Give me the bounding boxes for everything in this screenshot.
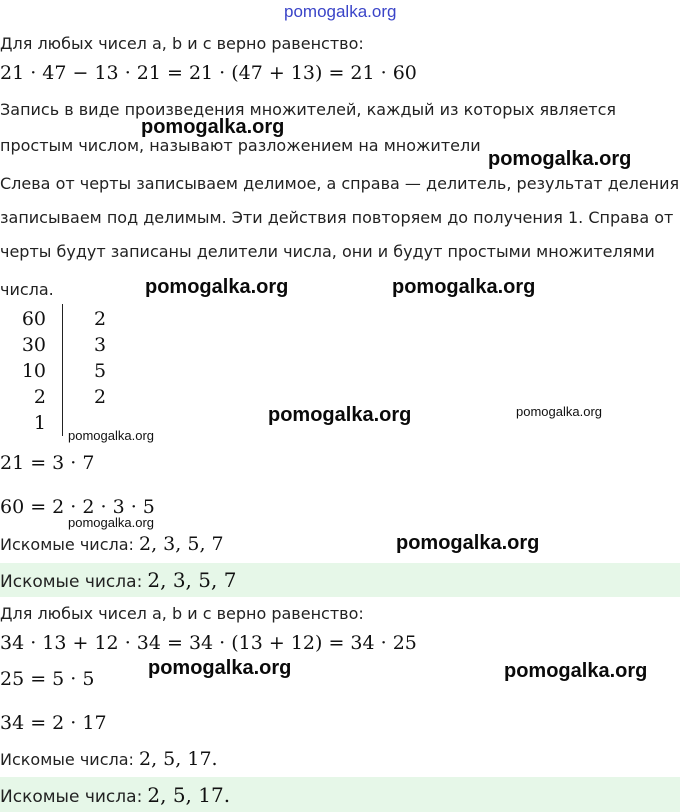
divider-line: [62, 304, 63, 436]
dividend-cell: 1: [33, 412, 46, 434]
dividend-cell: 10: [21, 360, 46, 382]
factorization-21: 21 = 3 · 7: [0, 452, 95, 474]
method-line-2: записываем под делимым. Эти действия повторяем до получения 1. Справа от: [0, 208, 674, 227]
watermark-top: pomogalka.org: [284, 2, 397, 21]
result-line-1: [0, 533, 224, 555]
answer-box-1: [0, 563, 680, 597]
method-line-3: черты будут записаны делители числа, они и будут простыми множителями: [0, 242, 655, 261]
intro-text-1: Для любых чисел a, b и c верно равенство:: [0, 34, 364, 53]
divisor-cell: 2: [94, 308, 107, 330]
equation-2: 34 · 13 + 12 · 34 = 34 · (13 + 12) = 34 · 25: [0, 632, 417, 654]
answer-box-2: [0, 777, 680, 812]
answer-label: Искомые числа:: [0, 787, 143, 807]
watermark: pomogalka.org: [488, 148, 632, 170]
divisor-cell: 2: [94, 386, 107, 408]
watermark-small: pomogalka.org: [68, 428, 154, 443]
result-label: Искомые числа:: [0, 750, 134, 769]
watermark: pomogalka.org: [392, 276, 536, 298]
watermark: pomogalka.org: [141, 116, 285, 138]
factorization-60: 60 = 2 · 2 · 3 · 5: [0, 496, 155, 518]
definition-line-2: простым числом, называют разложением на множители: [0, 136, 481, 155]
factorization-34: 34 = 2 · 17: [0, 712, 107, 734]
dividend-cell: 60: [21, 308, 46, 330]
watermark: pomogalka.org: [504, 660, 648, 682]
watermark-small: pomogalka.org: [68, 515, 154, 530]
method-line-1: Слева от черты записываем делимое, а справа — делитель, результат деления: [0, 174, 680, 193]
result-values: 2, 3, 5, 7: [139, 533, 224, 555]
watermark: pomogalka.org: [396, 532, 540, 554]
factorization-25: 25 = 5 · 5: [0, 668, 95, 690]
intro-text-2: Для любых чисел a, b и c верно равенство:: [0, 604, 364, 623]
definition-line-1: Запись в виде произведения множителей, каждый из которых является: [0, 100, 617, 119]
equation-1: 21 · 47 − 13 · 21 = 21 · (47 + 13) = 21 · 60: [0, 62, 417, 84]
result-line-2: [0, 748, 218, 770]
divisor-cell: 3: [94, 334, 107, 356]
watermark-small: pomogalka.org: [516, 404, 602, 419]
result-values: 2, 5, 17.: [139, 748, 218, 770]
dividend-cell: 2: [33, 386, 46, 408]
dividend-cell: 30: [21, 334, 46, 356]
watermark: pomogalka.org: [148, 657, 292, 679]
method-line-4: числа.: [0, 280, 54, 299]
divisor-cell: 5: [94, 360, 107, 382]
answer-values: 2, 5, 17.: [147, 783, 231, 807]
answer-values: 2, 3, 5, 7: [147, 568, 237, 592]
watermark: pomogalka.org: [145, 276, 289, 298]
watermark: pomogalka.org: [268, 404, 412, 426]
result-label: Искомые числа:: [0, 535, 134, 554]
answer-label: Искомые числа:: [0, 572, 143, 592]
